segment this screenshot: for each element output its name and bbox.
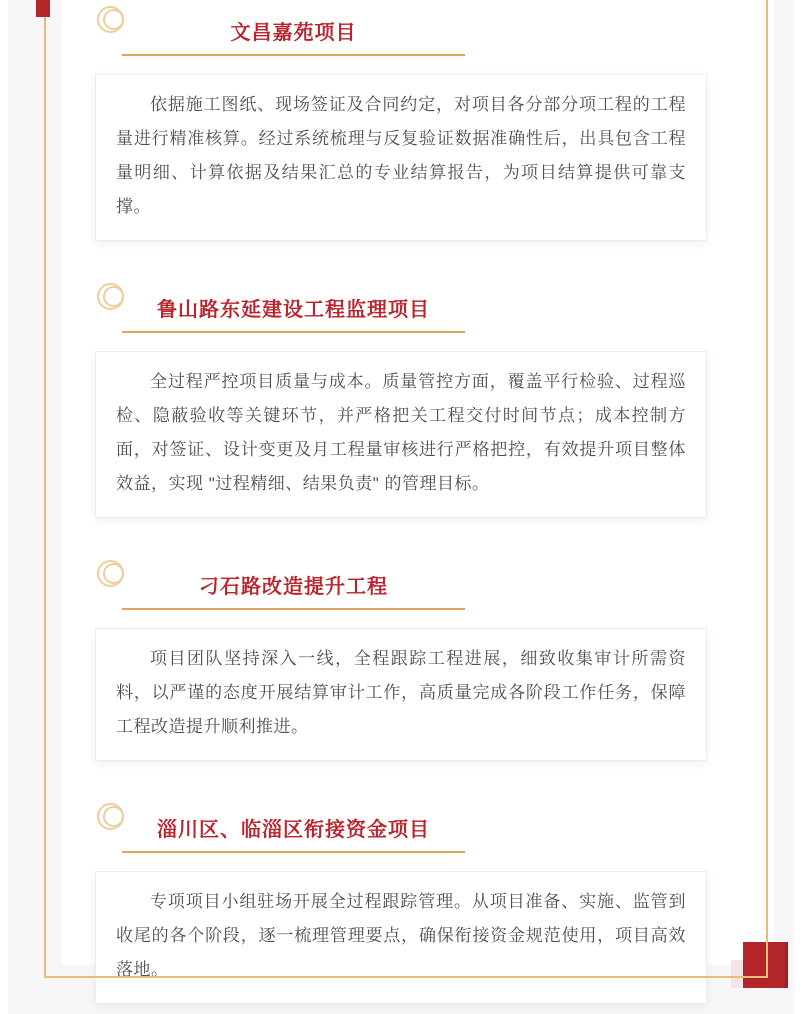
section-body-text: 全过程严控项目质量与成本。质量管控方面，覆盖平行检验、过程巡检、隐蔽验收等关键环节，并严格把关工程交付时间节点；成本控制方面，对签证、设计变更及月工程量审核进行严格把控，有效提升项目整体效益，实现 "过程精细、结果负责" 的管理目标。 [116, 372, 686, 493]
section-card [95, 74, 707, 241]
ring-icon [97, 803, 124, 830]
section-title: 文昌嘉苑项目 [230, 22, 357, 44]
section-zichuan-linzi-funds [94, 803, 774, 1004]
section-body-text: 专项项目小组驻场开展全过程跟踪管理。从项目准备、实施、监管到收尾的各个阶段，逐一梳理管理要点，确保衔接资金规范使用，项目高效落地。 [116, 892, 686, 979]
corner-red-square [743, 942, 788, 988]
section-title-underline [122, 283, 465, 333]
section-body-text: 项目团队坚持深入一线，全程跟踪工程进展，细致收集审计所需资料，以严谨的态度开展结算审计工作，高质量完成各阶段工作任务，保障工程改造提升顺利推进。 [116, 649, 686, 736]
sections-container [62, 0, 774, 1014]
section-card [95, 871, 707, 1004]
top-left-red-bar [36, 0, 50, 17]
section-title-underline [122, 803, 465, 853]
section-body-text: 依据施工图纸、现场签证及合同约定，对项目各分部分项工程的工程量进行精准核算。经过系统梳理与反复验证数据准确性后，出具包含工程量明细、计算依据及结果汇总的专业结算报告，为项目结算提供可靠支撑。 [116, 95, 686, 216]
section-title: 淄川区、临淄区衔接资金项目 [157, 819, 430, 841]
article-panel [8, 0, 794, 1014]
section-diaoshi-road [94, 560, 774, 761]
ring-icon [97, 283, 124, 310]
section-title: 鲁山路东延建设工程监理项目 [157, 299, 430, 321]
ring-icon [97, 6, 124, 33]
section-wenchang-jiayuan [94, 6, 774, 241]
section-title-underline [122, 6, 465, 56]
section-card [95, 351, 707, 518]
section-lushan-road [94, 283, 774, 518]
section-card [95, 628, 707, 761]
section-title-underline [122, 560, 465, 610]
ring-icon [97, 560, 124, 587]
section-title: 刁石路改造提升工程 [199, 576, 388, 598]
